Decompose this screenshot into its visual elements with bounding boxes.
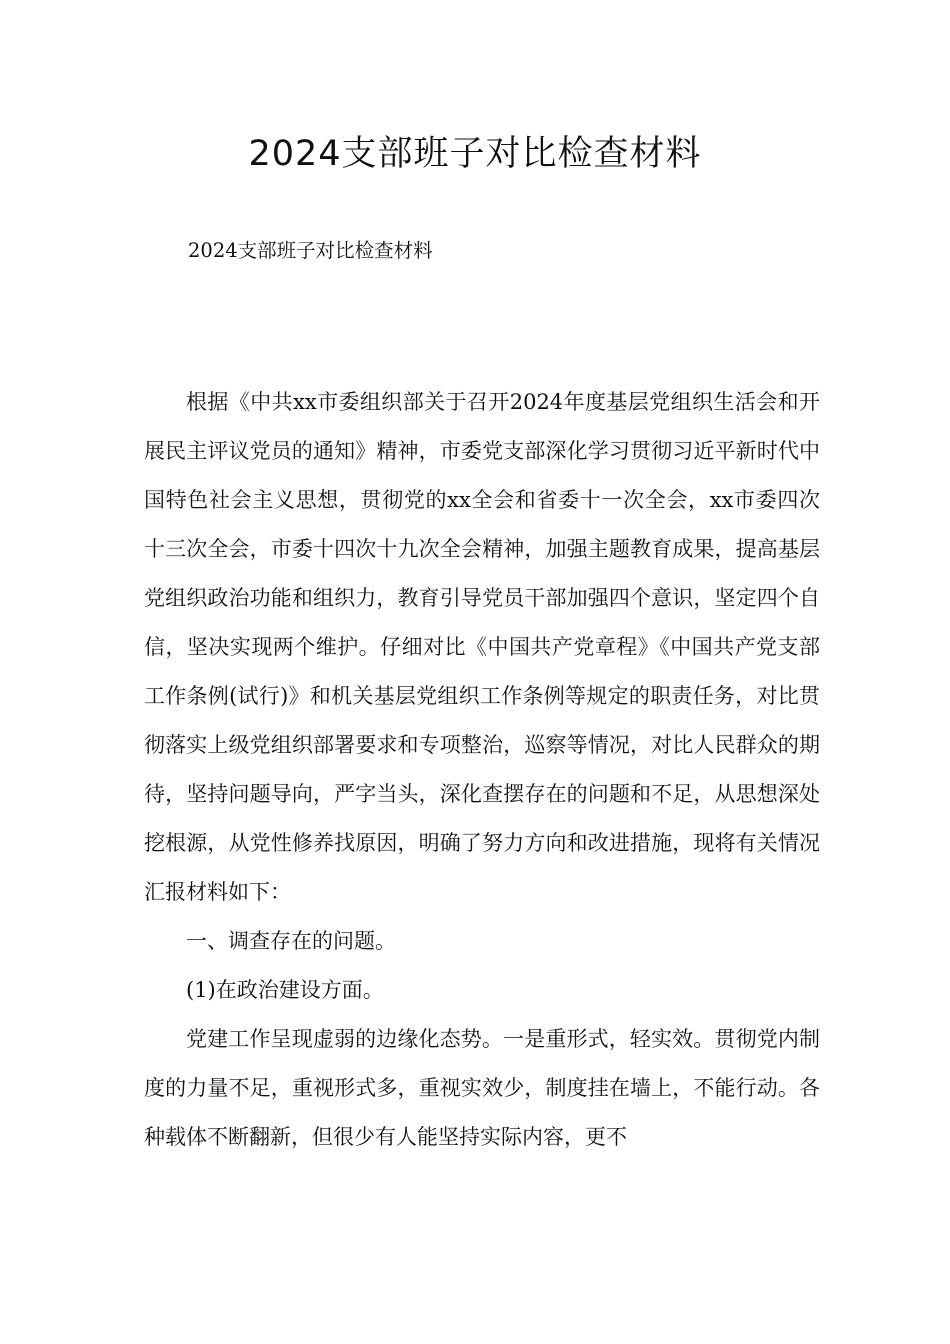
paragraph-body: 党建工作呈现虚弱的边缘化态势。一是重形式，轻实效。贯彻党内制度的力量不足，重视形式多，重视实效少，制度挂在墙上，不能行动。各种载体不断翻新，但很少有人能坚持实际内容，更不 — [144, 1027, 820, 1149]
document-subtitle: 2024支部班子对比检查材料 — [188, 239, 433, 262]
section-heading: 一、调查存在的问题。 — [186, 929, 396, 953]
document-title: 2024支部班子对比检查材料 — [248, 134, 702, 174]
document-body — [144, 378, 820, 1162]
subsection-heading: (1)在政治建设方面。 — [186, 978, 384, 1002]
paragraph-intro: 根据《中共xx市委组织部关于召开2024年度基层党组织生活会和开展民主评议党员的通知》精神，市委党支部深化学习贯彻习近平新时代中国特色社会主义思想，贯彻党的xx全会和省委十一次全会，xx市委四次十三次全会，市委十四次十九次全会精神，加强主题教育成果，提高基层党组织政治功能和组织力，教育引导党员干部加强四个意识，坚定四个自信，坚决实现两个维护。仔细对比《中国共产党章程》《中国共产党支部工作条例(试行)》和机关基层党组织工作条例等规定的职责任务，对比贯彻落实上级党组织部署要求和专项整治，巡察等情况，对比人民群众的期待，坚持问题导向，严字当头，深化查摆存在的问题和不足，从思想深处挖根源，从党性修养找原因，明确了努力方向和改进措施，现将有关情况汇报材料如下： — [144, 390, 820, 904]
